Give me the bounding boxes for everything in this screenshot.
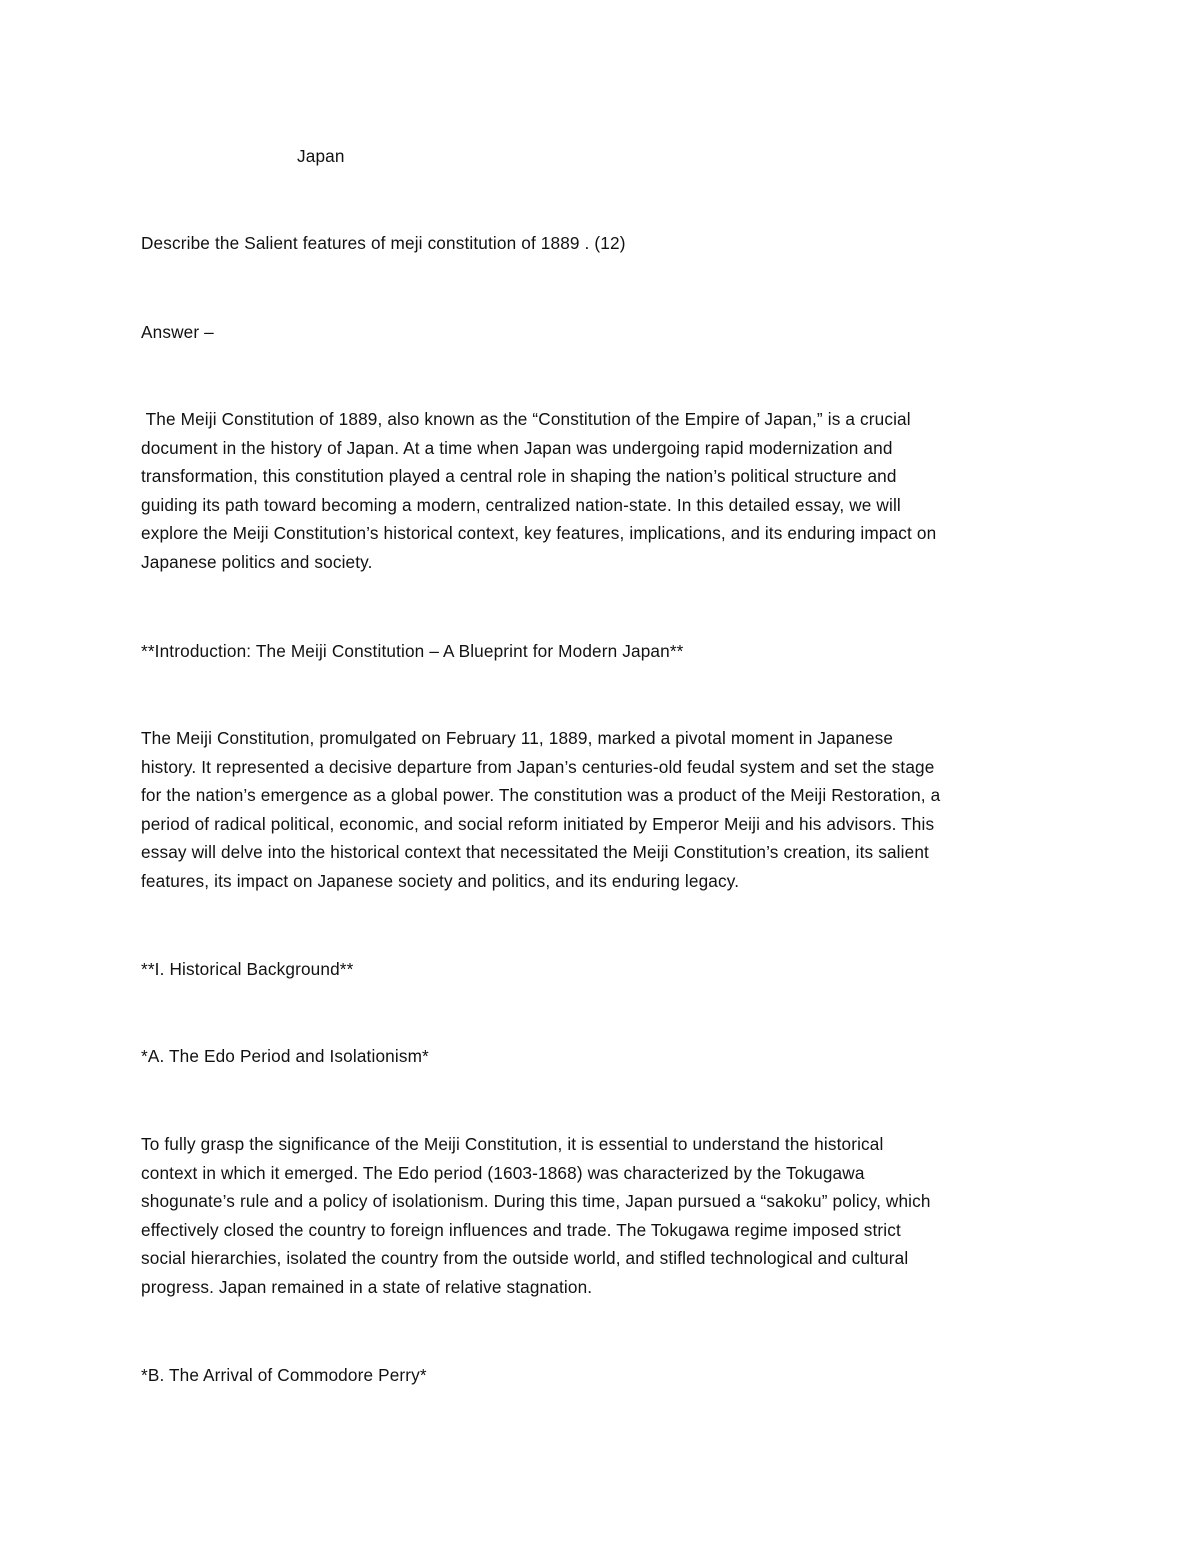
paragraph-line: context in which it emerged. The Edo period (1603-1868) was characterized by the Tokugawa xyxy=(141,1162,865,1183)
paragraph-line: The Meiji Constitution of 1889, also known as the “Constitution of the Empire of Japan,” is a crucial xyxy=(141,409,911,429)
answer-label: Answer – xyxy=(141,322,214,342)
document-title: Japan xyxy=(297,146,345,166)
paragraph-line: shogunate’s rule and a policy of isolationism. During this time, Japan pursued a “sakoku” policy, which xyxy=(141,1191,931,1211)
paragraph-line: The Meiji Constitution, promulgated on February 11, 1889, marked a pivotal moment in Japanese xyxy=(141,728,894,748)
paragraph-line: effectively closed the country to foreign influences and trade. The Tokugawa regime imposed strict xyxy=(141,1219,901,1240)
heading-edo-period: *A. The Edo Period and Isolationism* xyxy=(141,1046,429,1066)
paragraph-line: To fully grasp the significance of the Meiji Constitution, it is essential to understand the historical xyxy=(141,1134,884,1154)
paragraph-line: for the nation’s emergence as a global power. The constitution was a product of the Meiji Restoration, a xyxy=(141,785,941,805)
heading-historical-background: **I. Historical Background** xyxy=(141,959,354,979)
paragraph-line: progress. Japan remained in a state of relative stagnation. xyxy=(141,1276,593,1297)
paragraph-introduction xyxy=(141,724,1071,895)
paragraph-line: document in the history of Japan. At a time when Japan was undergoing rapid modernization and xyxy=(141,437,893,458)
question-text: Describe the Salient features of meji constitution of 1889 . (12) xyxy=(141,233,626,253)
paragraph-line: history. It represented a decisive departure from Japan’s centuries-old feudal system and set the stage xyxy=(141,756,935,777)
heading-commodore-perry: *B. The Arrival of Commodore Perry* xyxy=(141,1365,427,1385)
paragraph-line: social hierarchies, isolated the country from the outside world, and stifled technological and cultural xyxy=(141,1248,909,1268)
paragraph-line: transformation, this constitution played a central role in shaping the nation’s political structure and xyxy=(141,466,897,486)
heading-introduction: **Introduction: The Meiji Constitution – A Blueprint for Modern Japan** xyxy=(141,641,684,661)
paragraph-line: features, its impact on Japanese society and politics, and its enduring legacy. xyxy=(141,870,740,891)
paragraph-edo-period xyxy=(141,1130,1071,1301)
paragraph-intro-summary xyxy=(141,405,1071,576)
paragraph-line: period of radical political, economic, and social reform initiated by Emperor Meiji and his advisors. This xyxy=(141,813,935,834)
paragraph-line: explore the Meiji Constitution’s historical context, key features, implications, and its enduring impact on xyxy=(141,523,937,543)
paragraph-line: essay will delve into the historical context that necessitated the Meiji Constitution’s creation, its salient xyxy=(141,842,929,862)
paragraph-line: guiding its path toward becoming a modern, centralized nation-state. In this detailed essay, we will xyxy=(141,494,901,515)
paragraph-line: Japanese politics and society. xyxy=(141,551,373,572)
